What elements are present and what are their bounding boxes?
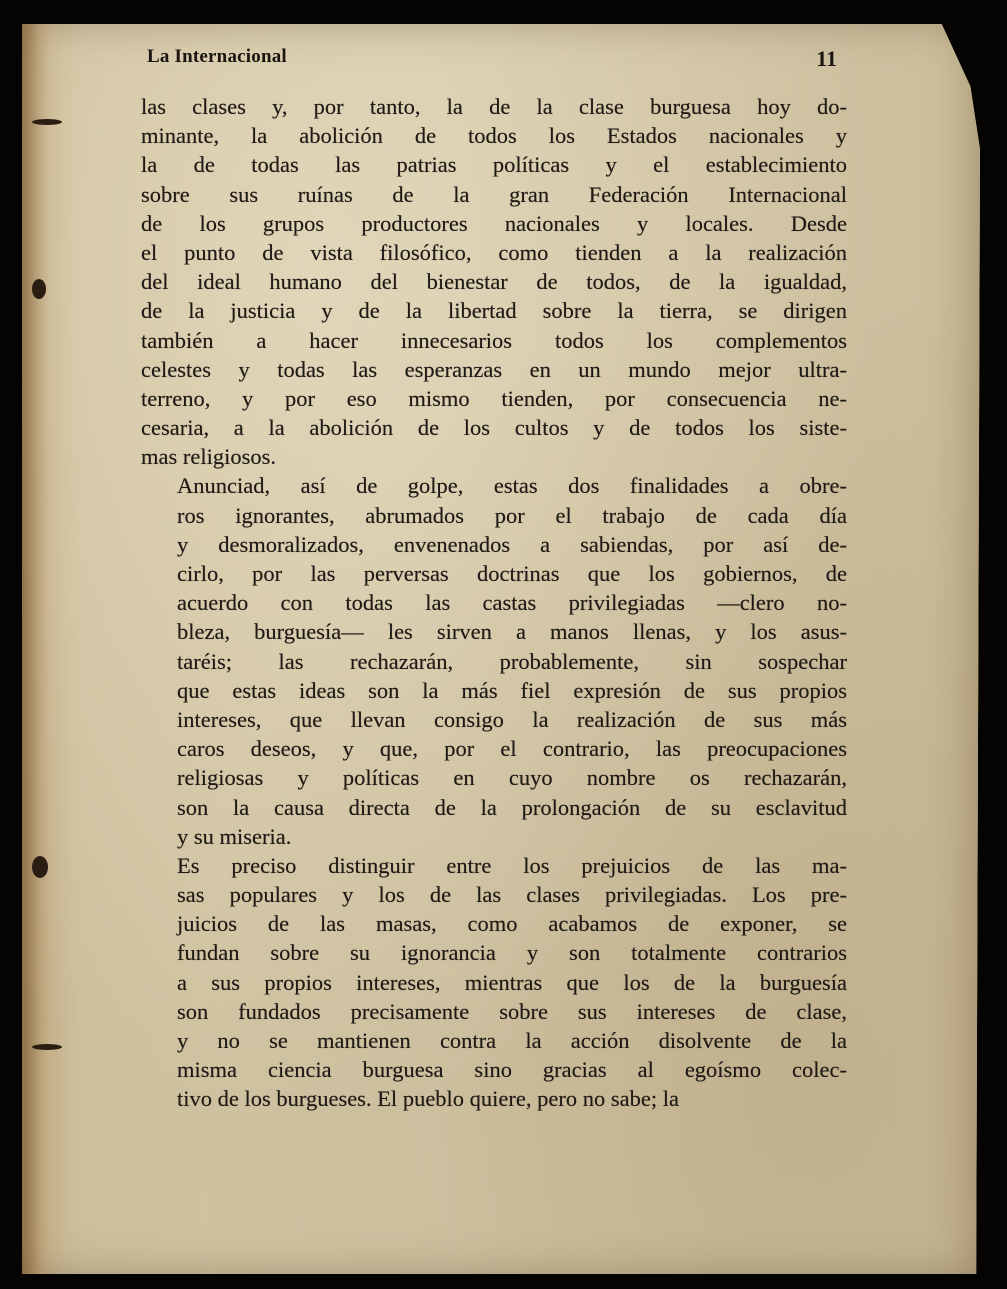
text-line: las clases y, por tanto, la de la clase burguesa hoy do- — [141, 94, 847, 119]
text-line: caros deseos, y que, por el contrario, las preocupaciones — [177, 736, 847, 762]
running-head: La Internacional — [147, 46, 287, 67]
paragraph — [141, 851, 847, 1114]
text-line: ros ignorantes, abrumados por el trabajo de cada día — [177, 502, 847, 528]
text-line: fundan sobre su ignorancia y son totalmente contrarios — [177, 940, 847, 966]
text-line: que estas ideas son la más fiel expresión de sus propios — [177, 677, 847, 703]
text-line: Anunciad, así de golpe, estas dos finalidades a obre- — [177, 473, 847, 499]
text-line: misma ciencia burguesa sino gracias al egoísmo colec- — [177, 1057, 847, 1083]
text-line: sas populares y los de las clases privilegiadas. Los pre- — [177, 882, 847, 908]
text-line: son fundados precisamente sobre sus intereses de clase, — [177, 998, 847, 1024]
text-line: son la causa directa de la prolongación de su esclavitud — [177, 794, 847, 820]
binding-hole — [32, 856, 48, 878]
text-line: Es preciso distinguir entre los prejuicios de las ma- — [177, 852, 847, 878]
text-line: acuerdo con todas las castas privilegiadas —clero no- — [177, 590, 847, 616]
text-line: celestes y todas las esperanzas en un mundo mejor ultra- — [141, 356, 847, 382]
text-line: cirlo, por las perversas doctrinas que los gobiernos, de — [177, 561, 847, 586]
text-line: y su miseria. — [177, 823, 292, 849]
text-line: taréis; las rechazarán, probablemente, sin sospechar — [177, 648, 847, 674]
text-line: la de todas las patrias políticas y el establecimiento — [141, 152, 847, 178]
text-line: sobre sus ruínas de la gran Federación Internacional — [141, 181, 847, 207]
text-line: terreno, y por eso mismo tienden, por consecuencia ne- — [141, 385, 847, 411]
text-line: de los grupos productores nacionales y locales. Desde — [141, 210, 847, 236]
paragraph — [141, 92, 847, 471]
text-line: a sus propios intereses, mientras que los de la burguesía — [177, 969, 847, 995]
text-line: juicios de las masas, como acabamos de exponer, se — [177, 911, 847, 937]
text-line: intereses, que llevan consigo la realización de sus más — [177, 706, 847, 732]
text-line: bleza, burguesía— les sirven a manos llenas, y los asus- — [177, 619, 847, 645]
binding-hole — [32, 279, 46, 299]
page-number: 11 — [816, 46, 837, 71]
paragraph — [141, 471, 847, 850]
binding-hole — [32, 1044, 62, 1050]
text-line: el punto de vista filosófico, como tienden a la realización — [141, 239, 847, 265]
text-line: cesaria, a la abolición de los cultos y de todos los siste- — [141, 415, 847, 441]
text-line: religiosas y políticas en cuyo nombre os rechazarán, — [177, 765, 847, 791]
text-line: y desmoralizados, envenenados a sabiendas, por así de- — [177, 531, 847, 557]
text-line: también a hacer innecesarios todos los complementos — [141, 327, 847, 353]
text-line: y no se mantienen contra la acción disolvente de la — [177, 1028, 847, 1053]
text-line: tivo de los burgueses. El pueblo quiere, pero no sabe; la — [177, 1086, 679, 1112]
binding-hole — [32, 119, 62, 125]
text-line: de la justicia y de la libertad sobre la tierra, se dirigen — [141, 298, 847, 324]
text-line: minante, la abolición de todos los Estados nacionales y — [141, 123, 847, 149]
page-header — [147, 40, 837, 74]
body-text — [141, 92, 847, 1114]
text-line: mas religiosos. — [141, 444, 276, 470]
page-binding-edge — [22, 24, 50, 1274]
text-line: del ideal humano del bienestar de todos, de la igualdad, — [141, 269, 847, 295]
